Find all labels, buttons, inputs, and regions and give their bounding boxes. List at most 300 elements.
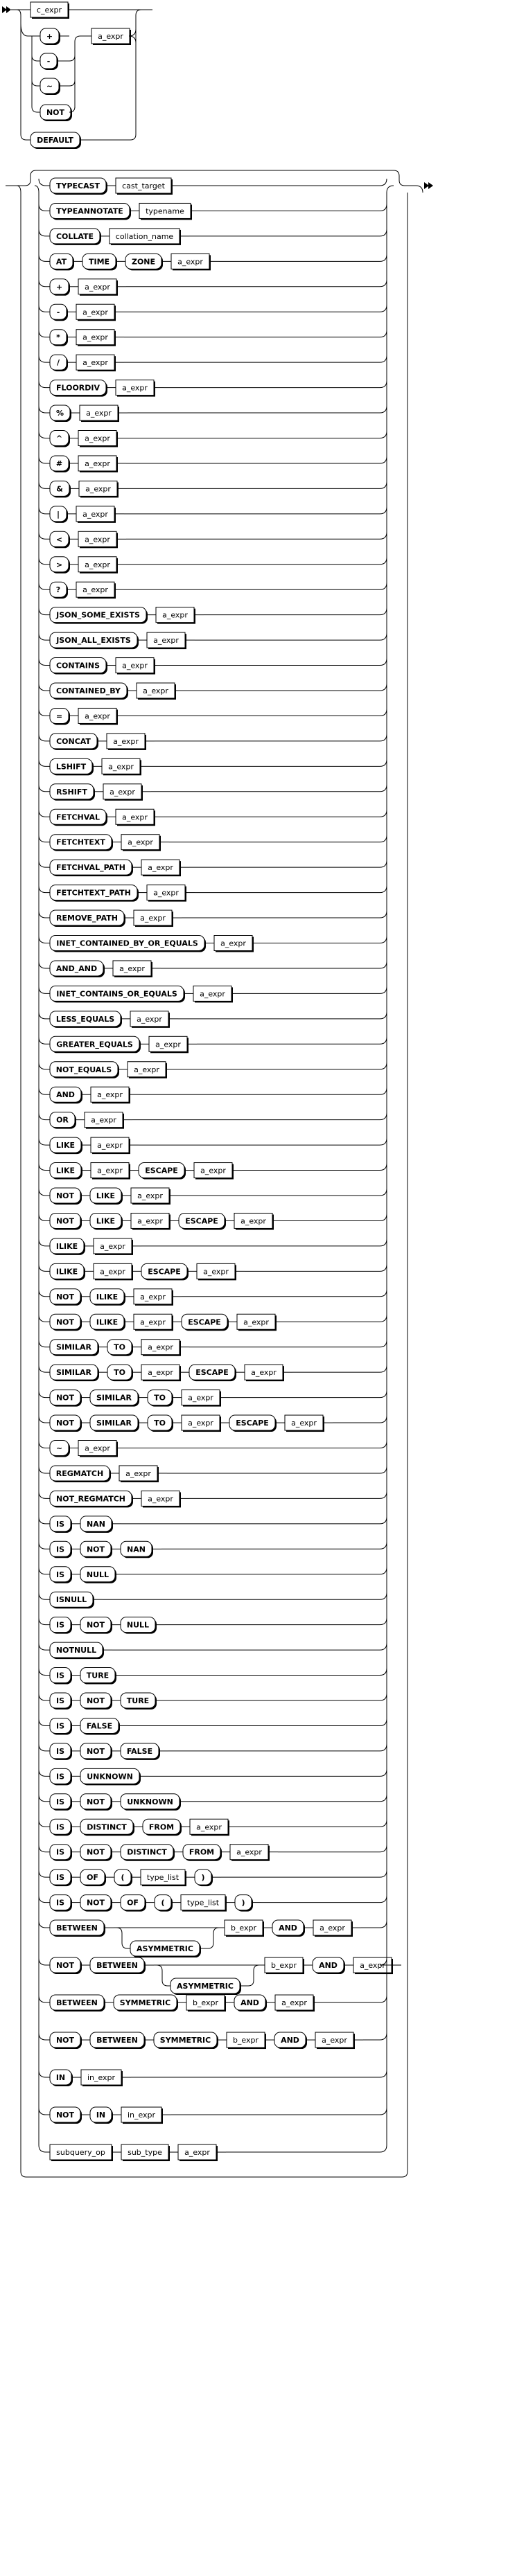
- keyword-escape: [182, 1314, 229, 1331]
- connector-line: [39, 1189, 50, 1196]
- connector-line: [150, 759, 387, 766]
- connector-line: [126, 280, 387, 287]
- alternative-row: [39, 1263, 387, 1280]
- nonterminal-label: a_expr: [200, 1166, 226, 1175]
- alternative-row: [39, 1794, 387, 1811]
- alternative-row: [39, 1516, 387, 1533]
- keyword-is: [50, 1794, 72, 1811]
- connector-line: [39, 254, 50, 261]
- keyword-typeannotate: [50, 203, 131, 220]
- keyword-label: ILIKE: [55, 1241, 78, 1251]
- alternative-row: [39, 229, 387, 245]
- nonterminal-subquery-op: [50, 2144, 113, 2161]
- keyword-question: [50, 582, 68, 598]
- keyword-label: TIME: [88, 257, 110, 267]
- keyword-ilike: [50, 1238, 85, 1255]
- alternative-row: [39, 1617, 387, 1634]
- keyword-json-all-exists: [50, 632, 139, 649]
- keyword-default: [30, 132, 81, 149]
- connector-line: [114, 1928, 130, 1948]
- alternative-row: [39, 1491, 387, 1507]
- nonterminal-a-expr: [230, 1845, 270, 1861]
- nonterminal-a-expr: [134, 910, 173, 927]
- keyword-label: IS: [55, 1797, 65, 1806]
- keyword-label: /: [56, 358, 60, 368]
- nonterminal-label: a_expr: [119, 963, 145, 973]
- nonterminal-label: a_expr: [236, 1847, 262, 1857]
- keyword-label: NOT: [55, 1961, 75, 1971]
- keyword-is: [50, 1743, 72, 1760]
- keyword-is: [50, 1869, 72, 1886]
- connector-line: [39, 1037, 50, 1044]
- connector-line: [39, 1164, 50, 1171]
- alternative-row: [39, 203, 387, 220]
- nonterminal-label: in_expr: [127, 2111, 156, 2120]
- connector-line: [39, 1542, 50, 1549]
- connector-line: [161, 961, 387, 968]
- keyword-label: NOT: [86, 1620, 105, 1630]
- keyword-symmetric: [154, 2032, 218, 2049]
- nonterminal-label: a_expr: [82, 358, 108, 368]
- alternative-row: [39, 1718, 387, 1734]
- nonterminal-label: subquery_op: [56, 2148, 105, 2158]
- keyword-label: IS: [55, 1620, 65, 1630]
- nonterminal-a-expr: [103, 784, 143, 801]
- keyword-label: LSHIFT: [55, 762, 87, 772]
- connector-line: [221, 1870, 387, 1877]
- keyword-ilike: [90, 1289, 125, 1306]
- keyword-nan: [80, 1516, 113, 1533]
- keyword-label: SIMILAR: [96, 1393, 132, 1403]
- keyword-label: TO: [154, 1393, 166, 1403]
- nonterminal-label: a_expr: [82, 308, 108, 317]
- keyword-false: [80, 1718, 120, 1734]
- alternative-row: [39, 734, 387, 750]
- connector-line: [39, 659, 50, 666]
- keyword-label: IS: [55, 1873, 65, 1883]
- alternative-row: [39, 1668, 387, 1685]
- keyword-label: ILIKE: [96, 1317, 119, 1327]
- alternative-row: [39, 1592, 387, 1608]
- nonterminal-label: a_expr: [240, 1216, 266, 1226]
- nonterminal-label: a_expr: [122, 383, 148, 393]
- connector-line: [39, 1795, 50, 1802]
- keyword-collate: [50, 229, 101, 245]
- keyword-label: BETWEEN: [96, 2036, 138, 2045]
- keyword-label: ESCAPE: [236, 1419, 269, 1428]
- keyword-label: NOT: [55, 1216, 75, 1226]
- keyword-not: [50, 1289, 82, 1306]
- keyword-ampersand: [50, 481, 71, 497]
- connector-line: [39, 1113, 50, 1120]
- nonterminal-label: a_expr: [97, 1166, 123, 1175]
- alternative-row: [39, 1819, 387, 1836]
- nonterminal-label: a_expr: [85, 484, 111, 494]
- nonterminal-label: a_expr: [140, 1292, 166, 1302]
- keyword-label: LESS_EQUALS: [55, 1014, 115, 1024]
- nonterminal-a-expr: [178, 2144, 218, 2161]
- keyword-label: %: [55, 409, 64, 418]
- connector-line: [363, 2033, 387, 2040]
- keyword-rshift: [50, 784, 95, 801]
- keyword-label: ): [201, 1873, 205, 1883]
- nonterminal-a-expr: [141, 1491, 181, 1507]
- keyword-greater-equals: [50, 1036, 141, 1053]
- nonterminal-a-expr: [113, 961, 152, 977]
- nonterminal-label: a_expr: [155, 1040, 181, 1049]
- connector-line: [39, 280, 50, 287]
- nonterminal-a-expr: [313, 1920, 353, 1937]
- nonterminal-label: a_expr: [108, 762, 134, 772]
- keyword-similar: [90, 1415, 139, 1432]
- nonterminal-a-expr: [275, 1995, 315, 2011]
- nonterminal-label: a_expr: [148, 1368, 173, 1378]
- connector-line: [155, 734, 387, 741]
- alternative-row: [39, 1995, 387, 2011]
- connector-line: [323, 1996, 387, 2002]
- connector-line: [242, 1164, 387, 1171]
- keyword-like: [50, 1137, 82, 1154]
- keyword-hash: [50, 456, 70, 472]
- alternative-row: [39, 936, 387, 952]
- keyword-label: CONTAINED_BY: [56, 686, 121, 695]
- alternative-row: [39, 1365, 387, 1381]
- connector-line: [204, 608, 387, 615]
- connector-line: [39, 633, 50, 640]
- nonterminal-label: a_expr: [97, 1090, 123, 1100]
- keyword-minus: [50, 304, 68, 321]
- alternative-row: [39, 2032, 387, 2049]
- keyword-label: ESCAPE: [185, 1216, 218, 1226]
- connector-line: [165, 1694, 387, 1700]
- connector-line: [39, 608, 50, 615]
- nonterminal-a-expr: [234, 1213, 274, 1229]
- nonterminal-label: a_expr: [243, 1317, 269, 1327]
- keyword-label: NOT: [55, 1393, 75, 1403]
- keyword-distinct: [121, 1845, 175, 1861]
- keyword-label: =: [55, 711, 63, 721]
- connector-line: [125, 1567, 387, 1574]
- connector-line: [39, 1315, 50, 1322]
- nonterminal-a-expr: [91, 1087, 130, 1103]
- connector-line: [39, 1138, 50, 1145]
- connector-line: [169, 835, 387, 842]
- keyword-label: NOT: [86, 1847, 105, 1857]
- nonterminal-a-expr: [193, 986, 233, 1002]
- keyword-in: [90, 2107, 113, 2124]
- connector-line: [39, 381, 50, 388]
- connector-line: [39, 1592, 50, 1599]
- nonterminal-a-expr: [78, 431, 118, 447]
- nonterminal-label: a_expr: [85, 535, 110, 544]
- keyword-label: FROM: [189, 1847, 215, 1857]
- keyword-label: AT: [55, 257, 67, 267]
- end-arrow: [424, 182, 429, 189]
- nonterminal-label: a_expr: [82, 509, 108, 519]
- alternative-row: [39, 961, 387, 977]
- keyword-label: JSON_ALL_EXISTS: [56, 636, 131, 646]
- keyword-escape: [139, 1163, 186, 1180]
- keyword-pipe: [50, 506, 68, 523]
- end-arrow: [428, 182, 433, 189]
- connector-line: [39, 558, 50, 565]
- keyword-json-some-exists: [50, 607, 148, 624]
- connector-line: [127, 481, 387, 488]
- connector-line: [39, 936, 50, 943]
- keyword-close-paren: [195, 1869, 213, 1886]
- connector-line: [189, 860, 387, 867]
- alternative-row: [39, 1845, 387, 1861]
- keyword-symmetric: [114, 1995, 178, 2011]
- nonterminal-a-expr: [116, 380, 155, 397]
- connector-line: [39, 583, 50, 589]
- connector-line: [39, 986, 50, 993]
- nonterminal-label: a_expr: [140, 1317, 166, 1327]
- keyword-like: [90, 1188, 123, 1205]
- nonterminal-label: b_expr: [270, 1961, 297, 1971]
- nonterminal-a-expr: [131, 1213, 170, 1229]
- keyword-label: ?: [55, 585, 61, 595]
- keyword-false: [121, 1743, 160, 1760]
- keyword-asymmetric: [130, 1941, 201, 1957]
- alternative-row: [39, 658, 387, 675]
- nonterminal-label: a_expr: [125, 1468, 151, 1478]
- nonterminal-label: c_expr: [36, 6, 62, 15]
- connector-line: [182, 1290, 387, 1297]
- keyword-label: NOT: [46, 108, 65, 117]
- keyword-similar: [90, 1390, 139, 1407]
- alternative-row: [39, 557, 387, 574]
- connector-line: [229, 1391, 387, 1398]
- nonterminal-label: a_expr: [85, 1444, 110, 1453]
- connector-line: [39, 1239, 50, 1246]
- connector-line: [292, 1365, 387, 1372]
- keyword-label: NOT: [86, 1797, 105, 1806]
- nonterminal-label: sub_type: [128, 2148, 162, 2158]
- keyword-label: NAN: [87, 1519, 105, 1529]
- connector-line: [39, 835, 50, 842]
- keyword-not: [50, 1188, 82, 1205]
- keyword-label: IS: [55, 1671, 65, 1680]
- keyword-label: JSON_SOME_EXISTS: [56, 610, 140, 620]
- keyword-and: [274, 2032, 307, 2049]
- keyword-label: ZONE: [131, 257, 156, 267]
- keyword-or: [50, 1112, 76, 1129]
- keyword-label: -: [56, 308, 60, 317]
- keyword-label: TO: [154, 1419, 166, 1428]
- keyword-not-regmatch: [50, 1491, 133, 1507]
- connector-line: [126, 558, 387, 565]
- nonterminal-a-expr: [131, 1188, 170, 1205]
- nonterminal-label: a_expr: [98, 32, 123, 41]
- keyword-like: [90, 1213, 123, 1229]
- alternative-row: [39, 1036, 387, 1053]
- keyword-label: ESCAPE: [148, 1267, 181, 1277]
- connector-line: [39, 1264, 50, 1271]
- nonterminal-a-expr: [91, 28, 131, 45]
- keyword-is: [50, 1541, 72, 1558]
- connector-line: [39, 1820, 50, 1827]
- connector-line: [39, 179, 50, 186]
- connector-line: [141, 1239, 387, 1246]
- alternative-row: [39, 1541, 387, 1558]
- alternative-row: [39, 304, 387, 321]
- keyword-typecast: [50, 178, 107, 195]
- keyword-is: [50, 1845, 72, 1861]
- connector-line: [39, 1517, 50, 1524]
- connector-line: [39, 330, 50, 337]
- keyword-label: -: [46, 57, 51, 66]
- alternative-row: [39, 860, 387, 876]
- connector-line: [57, 55, 75, 61]
- keyword-label: FETCHTEXT_PATH: [56, 888, 131, 898]
- alternative-row: [39, 355, 387, 371]
- keyword-label: NOTNULL: [55, 1646, 97, 1655]
- keyword-label: OR: [56, 1115, 69, 1125]
- keyword-between: [50, 1995, 105, 2011]
- keyword-label: RSHIFT: [56, 787, 87, 797]
- nonterminal-a-expr: [78, 708, 118, 725]
- keyword-label: FROM: [148, 1822, 175, 1832]
- alternative-row: [39, 1062, 387, 1078]
- nonterminal-a-expr: [171, 254, 211, 270]
- keyword-label: REMOVE_PATH: [56, 914, 118, 923]
- connector-line: [164, 810, 387, 817]
- keyword-asterisk: [50, 330, 68, 346]
- connector-line: [39, 1896, 50, 1903]
- keyword-like: [50, 1163, 82, 1180]
- keyword-is: [50, 1617, 72, 1634]
- keyword-label: AND: [240, 1998, 259, 2008]
- nonterminal-sub-type: [121, 2144, 170, 2161]
- connector-line: [171, 2108, 387, 2115]
- connector-line: [59, 80, 75, 86]
- keyword-fetchval-path: [50, 860, 133, 876]
- keyword-label: IS: [55, 1545, 65, 1554]
- connector-line: [240, 1965, 259, 1986]
- connector-line: [32, 36, 40, 112]
- connector-line: [245, 1264, 387, 1271]
- keyword-label: SIMILAR: [55, 1368, 92, 1378]
- connector-line: [126, 432, 387, 438]
- alternative-row: [39, 2144, 387, 2161]
- keyword-escape: [141, 1263, 189, 1280]
- alternative-row: [39, 1238, 387, 1255]
- nonterminal-b-expr: [265, 1957, 304, 1974]
- keyword-label: ^: [55, 434, 63, 443]
- keyword-label: IS: [55, 1822, 65, 1832]
- alternative-row: [39, 531, 387, 548]
- keyword-is: [50, 1693, 72, 1709]
- nonterminal-label: a_expr: [137, 1216, 163, 1226]
- keyword-label: NOT_EQUALS: [55, 1065, 112, 1074]
- connector-line: [124, 355, 387, 362]
- keyword-time: [82, 254, 117, 270]
- nonterminal-label: a_expr: [100, 1241, 125, 1251]
- connector-line: [103, 1592, 387, 1599]
- c-expr-prefix-branch: [2, 2, 152, 149]
- alternative-row: [39, 835, 387, 851]
- keyword-open-paren: [155, 1895, 173, 1912]
- nonterminal-label: a_expr: [188, 1419, 213, 1428]
- keyword-label: +: [55, 282, 63, 292]
- nonterminal-a-expr: [149, 1036, 189, 1053]
- nonterminal-label: cast_target: [122, 181, 165, 190]
- nonterminal-a-expr: [78, 456, 118, 472]
- keyword-isnull: [50, 1592, 94, 1608]
- connector-line: [184, 684, 387, 691]
- keyword-label: IN: [96, 2111, 106, 2120]
- keyword-tilde: [40, 78, 60, 95]
- nonterminal-label: a_expr: [251, 1368, 277, 1378]
- keyword-label: BETWEEN: [56, 1924, 98, 1933]
- connector-line: [39, 1441, 50, 1448]
- keyword-is: [50, 1895, 72, 1912]
- connector-line: [195, 886, 387, 893]
- connector-line: [278, 1845, 387, 1852]
- alternative-row: [39, 986, 387, 1002]
- nonterminal-label: a_expr: [153, 636, 179, 646]
- keyword-of: [121, 1895, 146, 1912]
- nonterminal-label: a_expr: [137, 1191, 163, 1200]
- keyword-not: [50, 1957, 82, 1974]
- keyword-label: FETCHTEXT: [56, 837, 105, 847]
- keyword-label: BETWEEN: [56, 1998, 98, 2008]
- nonterminal-a-expr: [78, 557, 118, 574]
- connector-line: [39, 1669, 50, 1676]
- alternative-row: [39, 254, 387, 270]
- keyword-label: NOT_REGMATCH: [56, 1494, 125, 1504]
- nonterminal-a-expr: [121, 835, 161, 851]
- keyword-in: [50, 2070, 73, 2086]
- keyword-plus: [40, 28, 60, 45]
- connector-line: [128, 1718, 387, 1725]
- keyword-asymmetric: [170, 1978, 241, 1995]
- nonterminal-label: a_expr: [148, 863, 173, 873]
- nonterminal-a-expr: [119, 1466, 159, 1482]
- alternative-row: [39, 1642, 387, 1659]
- keyword-equals: [50, 708, 70, 725]
- keyword-not: [50, 1390, 82, 1407]
- keyword-label: UNKNOWN: [87, 1772, 133, 1782]
- connector-line: [39, 1996, 50, 2002]
- connector-line: [39, 886, 50, 893]
- connector-line: [39, 1340, 50, 1347]
- nonterminal-a-expr: [76, 582, 116, 598]
- connector-line: [39, 432, 50, 438]
- connector-line: [164, 659, 387, 666]
- connector-line: [262, 936, 387, 943]
- alternative-row: [39, 1895, 387, 1912]
- keyword-label: ~: [55, 1444, 63, 1453]
- keyword-label: CONTAINS: [55, 661, 100, 670]
- nonterminal-a-expr: [285, 1415, 324, 1432]
- connector-line: [39, 2108, 50, 2115]
- connector-line: [75, 36, 91, 108]
- connector-line: [39, 1012, 50, 1019]
- keyword-at: [50, 254, 74, 270]
- connector-line: [32, 36, 40, 61]
- nonterminal-label: b_expr: [232, 2036, 259, 2045]
- nonterminal-label: a_expr: [220, 939, 246, 948]
- connector-line: [124, 305, 387, 312]
- alternative-row: [39, 1920, 387, 1957]
- connector-line: [261, 1896, 387, 1903]
- keyword-is: [50, 1567, 72, 1583]
- keyword-label: (: [161, 1898, 165, 1908]
- keyword-label: TO: [114, 1342, 125, 1352]
- alternative-row: [39, 178, 387, 195]
